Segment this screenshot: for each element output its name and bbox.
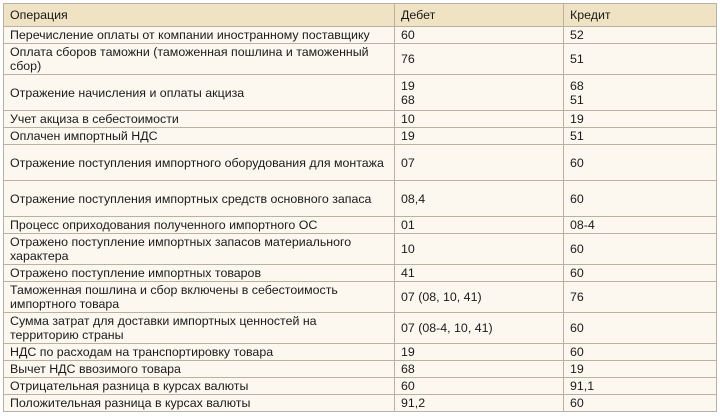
table-header-row (4, 4, 717, 27)
table-row (4, 282, 717, 313)
operation-cell: Перечисление оплаты от компании иностранному поставщику (4, 27, 395, 44)
operation-cell: Таможенная пошлина и сбор включены в себестоимость импортного товара (4, 282, 395, 313)
table-row (4, 217, 717, 234)
table-row (4, 265, 717, 282)
credit-cell: 51 (564, 128, 717, 145)
credit-cell (564, 75, 717, 111)
table-row (4, 27, 717, 44)
debit-cell: 91,2 (395, 395, 564, 412)
operation-cell: Отражение поступления импортного оборудования для монтажа (4, 145, 395, 181)
header-credit: Кредит (564, 4, 717, 27)
credit-cell: 76 (564, 282, 717, 313)
credit-cell: 52 (564, 27, 717, 44)
debit-cell: 07 (08-4, 10, 41) (395, 313, 564, 344)
operation-cell: Сумма затрат для доставки импортных ценностей на территорию страны (4, 313, 395, 344)
table-row (4, 361, 717, 378)
table-row (4, 44, 717, 75)
table-row (4, 75, 717, 111)
credit-cell: 60 (564, 181, 717, 217)
operation-cell: Учет акциза в себестоимости (4, 111, 395, 128)
operation-cell: Отрицательная разница в курсах валюты (4, 378, 395, 395)
table-row (4, 313, 717, 344)
table-row (4, 145, 717, 181)
debit-cell: 19 (395, 128, 564, 145)
operation-cell: Вычет НДС ввозимого товара (4, 361, 395, 378)
operation-cell: Отражено поступление импортных запасов материального характера (4, 234, 395, 265)
credit-cell: 19 (564, 361, 717, 378)
operation-cell: Процесс оприходования полученного импортного ОС (4, 217, 395, 234)
table-row (4, 395, 717, 412)
debit-cell (395, 75, 564, 111)
accounting-entries-table (3, 3, 717, 412)
debit-cell: 41 (395, 265, 564, 282)
credit-cell: 60 (564, 344, 717, 361)
operation-cell: Отражение поступления импортных средств основного запаса (4, 181, 395, 217)
operation-cell: Оплата сборов таможни (таможенная пошлина и таможенный сбор) (4, 44, 395, 75)
operation-cell: Отражение начисления и оплаты акциза (4, 75, 395, 111)
debit-cell: 19 (395, 344, 564, 361)
debit-cell: 60 (395, 27, 564, 44)
debit-cell: 07 (395, 145, 564, 181)
table-row (4, 111, 717, 128)
credit-cell: 19 (564, 111, 717, 128)
debit-cell: 10 (395, 234, 564, 265)
debit-cell: 01 (395, 217, 564, 234)
credit-cell: 08-4 (564, 217, 717, 234)
debit-cell: 08,4 (395, 181, 564, 217)
table-row (4, 181, 717, 217)
operation-cell: Оплачен импортный НДС (4, 128, 395, 145)
credit-cell: 60 (564, 265, 717, 282)
debit-line: 68 (401, 92, 415, 107)
credit-line: 68 (570, 78, 584, 93)
accounting-entries-table-wrapper (3, 3, 716, 413)
table-row (4, 234, 717, 265)
credit-cell: 91,1 (564, 378, 717, 395)
header-debit: Дебет (395, 4, 564, 27)
debit-cell: 60 (395, 378, 564, 395)
debit-cell: 76 (395, 44, 564, 75)
table-row (4, 344, 717, 361)
debit-cell: 07 (08, 10, 41) (395, 282, 564, 313)
debit-cell: 10 (395, 111, 564, 128)
credit-cell: 60 (564, 313, 717, 344)
credit-cell: 60 (564, 395, 717, 412)
credit-cell: 51 (564, 44, 717, 75)
table-row (4, 378, 717, 395)
debit-line: 19 (401, 78, 415, 93)
operation-cell: НДС по расходам на транспортировку товара (4, 344, 395, 361)
operation-cell: Отражено поступление импортных товаров (4, 265, 395, 282)
credit-cell: 60 (564, 234, 717, 265)
debit-cell: 68 (395, 361, 564, 378)
operation-cell: Положительная разница в курсах валюты (4, 395, 395, 412)
credit-line: 51 (570, 92, 584, 107)
header-operation: Операция (4, 4, 395, 27)
credit-cell: 60 (564, 145, 717, 181)
table-row (4, 128, 717, 145)
